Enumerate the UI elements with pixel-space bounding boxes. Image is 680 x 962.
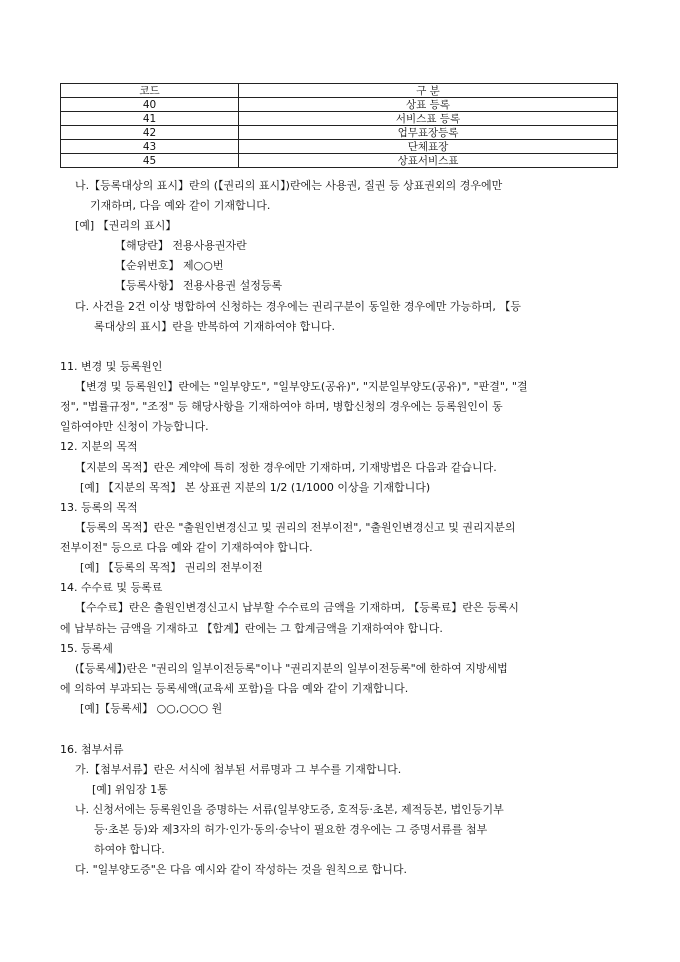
example-line: [예] 【지분의 목적】 본 상표권 지분의 1/2 (1/1000 이상을 기재합니다) <box>80 481 431 494</box>
code-table <box>60 83 618 168</box>
paragraph-line: 에 납부하는 금액을 기재하고 【합계】란에는 그 합계금액을 기재하여야 합니다. <box>60 622 443 635</box>
section-heading: 13. 등록의 목적 <box>60 501 138 514</box>
paragraph-line: 등·초본 등)와 제3자의 허가·인가·동의·승낙이 필요한 경우에는 그 증명서류를 첨부 <box>94 823 488 836</box>
example-line: 【등록사항】 전용사용권 설정등록 <box>115 279 283 292</box>
example-line: 【순위번호】 제○○번 <box>115 259 224 272</box>
paragraph-line: 전부이전" 등으로 다음 예와 같이 기재하여야 합니다. <box>60 541 313 554</box>
paragraph-line: (【등록세】)란은 "권리의 일부이전등록"이나 "권리지분의 일부이전등록"에 한하여 지방세법 <box>75 662 508 675</box>
table-cell-label: 상표서비스표 <box>239 154 618 168</box>
table-cell-label: 업무표장등록 <box>239 126 618 140</box>
table-cell-code: 40 <box>61 98 239 112</box>
table-cell-code: 42 <box>61 126 239 140</box>
table-header-category: 구 분 <box>239 84 618 98</box>
paragraph-line: 다. "일부양도증"은 다음 예시와 같이 작성하는 것을 원칙으로 합니다. <box>75 863 407 876</box>
table-cell-label: 서비스표 등록 <box>239 112 618 126</box>
paragraph-line: 일하여야만 신청이 가능합니다. <box>60 420 209 433</box>
paragraph-line: 다. 사건을 2건 이상 병합하여 신청하는 경우에는 권리구분이 동일한 경우에만 가능하며, 【등 <box>75 300 521 313</box>
paragraph-line: 【지분의 목적】란은 계약에 특히 정한 경우에만 기재하며, 기재방법은 다음과 같습니다. <box>75 461 497 474</box>
paragraph-line: 가.【첨부서류】란은 서식에 첨부된 서류명과 그 부수를 기재합니다. <box>75 763 402 776</box>
table-row <box>61 98 618 112</box>
paragraph-line: 기재하며, 다음 예와 같이 기재합니다. <box>90 199 271 212</box>
paragraph-line: 【수수료】란은 출원인변경신고시 납부할 수수료의 금액을 기재하며, 【등록료】란은 등록시 <box>75 601 519 614</box>
paragraph-line: 나. 신청서에는 등록원인을 증명하는 서류(일부양도증, 호적등·초본, 제적등본, 법인등기부 <box>75 803 504 816</box>
paragraph-line: 정", "법률규정", "조정" 등 해당사항을 기재하여야 하며, 병합신청의 경우에는 등록원인이 동 <box>60 400 503 413</box>
paragraph-line: 록대상의 표시】란을 반복하여 기재하여야 합니다. <box>94 320 336 333</box>
section-heading: 16. 첨부서류 <box>60 743 124 756</box>
example-line: [예]【등록세】 ○○,○○○ 원 <box>80 702 223 715</box>
paragraph-line: 나.【등록대상의 표시】란의 (【권리의 표시】)란에는 사용권, 질권 등 상표권외의 경우에만 <box>75 179 503 192</box>
paragraph-line: 에 의하여 부과되는 등록세액(교육세 포함)을 다음 예와 같이 기재합니다. <box>60 682 409 695</box>
section-heading: 11. 변경 및 등록원인 <box>60 360 163 373</box>
table-row <box>61 154 618 168</box>
table-cell-code: 41 <box>61 112 239 126</box>
table-cell-label: 상표 등록 <box>239 98 618 112</box>
paragraph-line: 【등록의 목적】란은 "출원인변경신고 및 권리의 전부이전", "출원인변경신고 및 권리지분의 <box>75 521 516 534</box>
table-cell-label: 단체표장 <box>239 140 618 154</box>
table-cell-code: 43 <box>61 140 239 154</box>
table-cell-code: 45 <box>61 154 239 168</box>
section-heading: 12. 지분의 목적 <box>60 440 138 453</box>
example-line: [예] 위임장 1통 <box>92 783 168 796</box>
example-line: 【해당란】 전용사용권자란 <box>115 239 247 252</box>
example-label: [예] 【권리의 표시】 <box>75 219 177 232</box>
section-heading: 15. 등록세 <box>60 642 113 655</box>
table-header-code: 코드 <box>61 84 239 98</box>
paragraph-line: 【변경 및 등록원인】란에는 "일부양도", "일부양도(공유)", "지분일부양도(공유)", "판결", "결 <box>75 380 528 393</box>
table-row <box>61 126 618 140</box>
paragraph-line: 하여야 합니다. <box>94 843 165 856</box>
table-header-row <box>61 84 618 98</box>
example-line: [예] 【등록의 목적】 권리의 전부이전 <box>80 561 263 574</box>
table-row <box>61 140 618 154</box>
table-row <box>61 112 618 126</box>
section-heading: 14. 수수료 및 등록료 <box>60 581 163 594</box>
